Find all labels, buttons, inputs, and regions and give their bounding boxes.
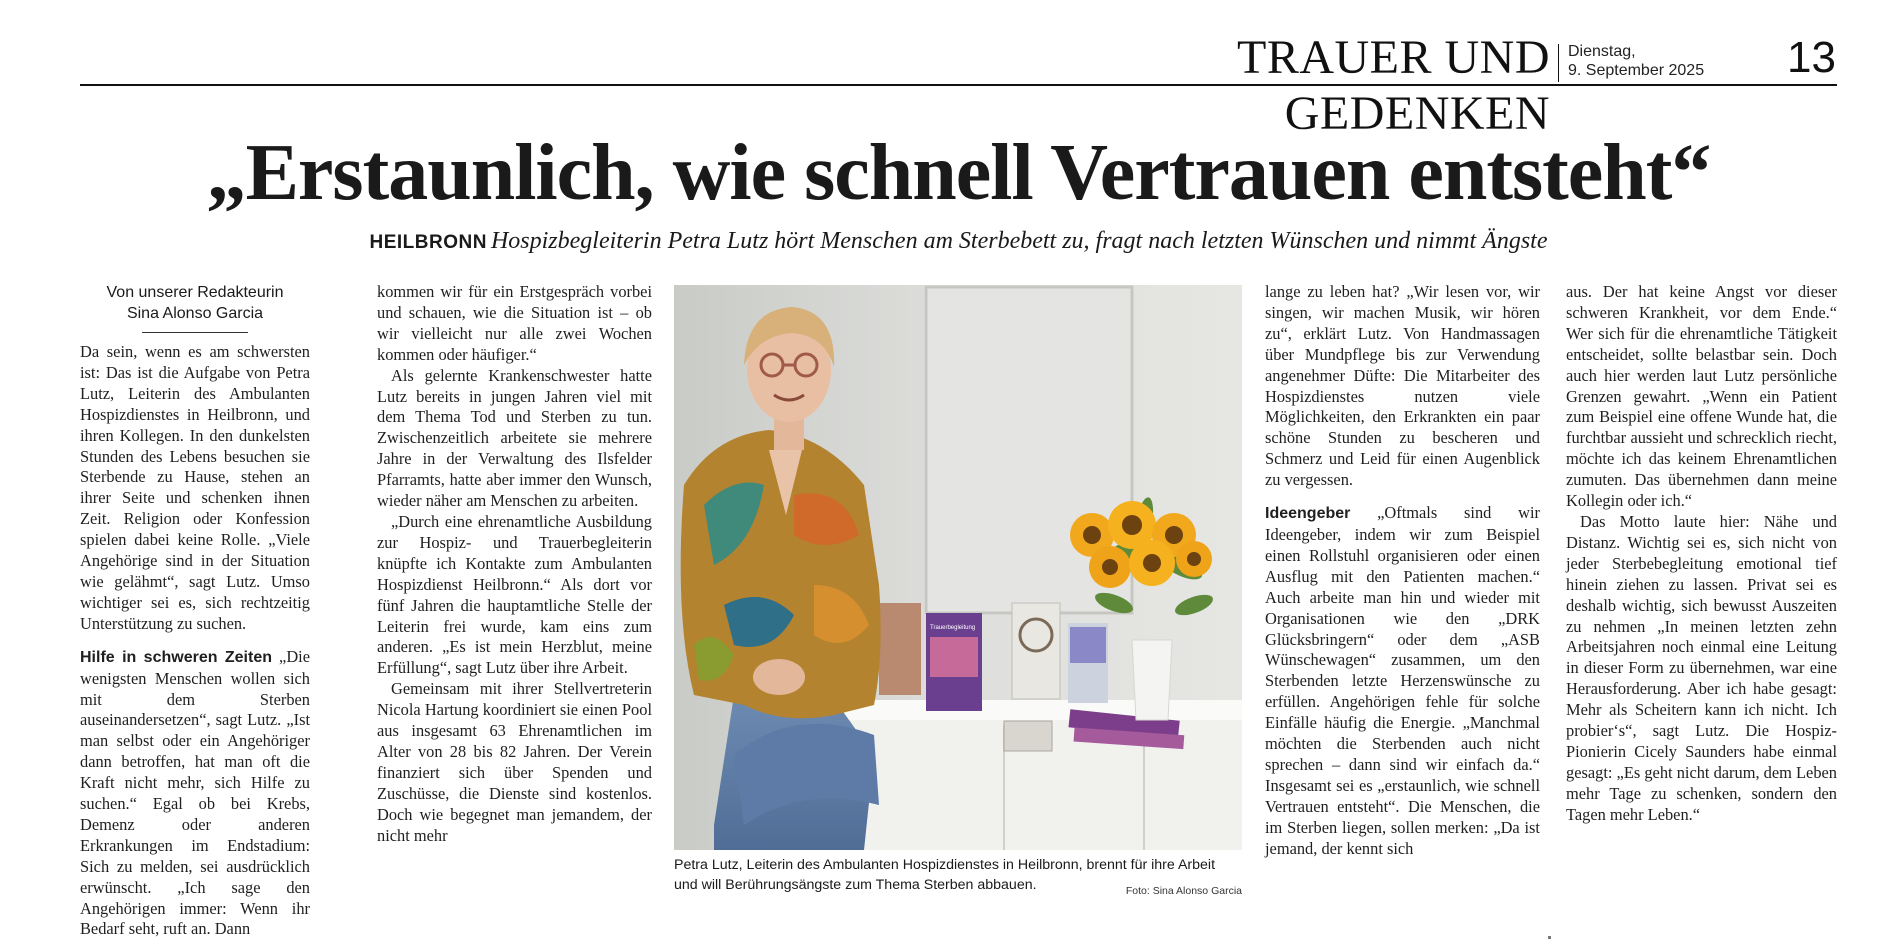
paragraph: Gemeinsam mit ihrer Stellvertreterin Nicola Hartung koordiniert sie einen Pool aus insgesamt 63 Ehrenamtlichen im Alter von 28 bis 82 Jahren. Der Verein finanziert sich über Spenden und Zuschüsse, die Dienste sind kostenlos. Doch wie begegnet man jemandem, der nicht mehr bbox=[377, 679, 652, 845]
byline-role: Von unserer Redakteurin bbox=[106, 284, 284, 301]
section-title: TRAUER UND GEDENKEN bbox=[1237, 31, 1550, 140]
paragraph: aus. Der hat keine Angst vor dieser schweren Krankheit, vor dem Ende.“ Wer sich für die ehrenamtliche Tätigkeit entscheidet, sollte belastbar sein. Doch auch hier werden laut Lutz persönliche Grenzen gewahrt. „Wenn ein Patient zum Beispiel eine offene Wunde hat, die furchtbar aussieht und schrecklich riecht, möchte ich das keinem Ehrenamtlichen zumuten. Das übernehmen dann meine Kollegin oder ich.“ bbox=[1566, 282, 1837, 511]
article-subline bbox=[80, 224, 1837, 261]
photo-illustration bbox=[674, 285, 1242, 850]
photo-caption bbox=[674, 855, 1242, 901]
article-headline: „Erstaunlich, wie schnell Vertrauen entsteht“ bbox=[206, 129, 1711, 217]
byline-author: Sina Alonso Garcia bbox=[126, 305, 264, 322]
dateline: HEILBRONN bbox=[369, 232, 487, 253]
caption-text: Petra Lutz, Leiterin des Ambulanten Hospizdienstes in Heilbronn, brennt für ihre Arbeit und will Berührungsängste zum Thema Sterben abbauen. bbox=[674, 857, 1216, 893]
article-column-2 bbox=[377, 282, 652, 846]
byline bbox=[80, 282, 310, 324]
paragraph: kommen wir für ein Erstgespräch vorbei und schauen, wie die Situation ist – ob wir vielleicht nur alle zwei Wochen kommen oder häufiger.“ bbox=[377, 282, 652, 364]
paragraph: Das Motto laute hier: Nähe und Distanz. Wichtig sei es, sich nicht von jeder Sterbebegleitung emotional tief hinein ziehen zu lassen. Privat sei es deshalb wichtig, sich bewusst Auszeiten zu nehmen „In meinen letzten zehn Arbeitsjahren noch einmal eine Leitung in dieser Form zu übernehmen, war eine Herausforderung. Aber ich habe gesagt: Mehr als Scheitern kann ich nicht. Ich probier‘s“, sagt Lutz. Die Hospiz-Pionierin Cicely Saunders habe einmal gesagt: „Es geht nicht darum, dem Leben mehr Tage zu schenken, sondern den Tagen mehr Leben.“ bbox=[1566, 511, 1837, 824]
article-deck: Hospizbegleiterin Petra Lutz hört Menschen am Sterbebett zu, fragt nach letzten Wünschen und nimmt Ängste bbox=[490, 228, 1548, 254]
byline-rule bbox=[142, 332, 248, 333]
paragraph: Da sein, wenn es am schwersten ist: Das ist die Aufgabe von Petra Lutz, Leiterin des Ambulanten Hospizdienstes in Heilbronn, und ihren Kollegen. In den dunkelsten Stunden des Lebens besuchen sie Sterbende zu Hause, stehen an ihrer Seite und schenken ihnen Zeit. Religion oder Konfession spielen dabei keine Rolle. „Viele Angehörige sind in der Situation wie gelähmt“, sagt Lutz. Umso wichtiger sei es, sich rechtzeitig Unterstützung zu suchen. bbox=[80, 342, 310, 633]
print-mark bbox=[1548, 936, 1551, 939]
header-divider bbox=[1558, 44, 1559, 82]
article-photo bbox=[674, 285, 1242, 850]
vase bbox=[1132, 640, 1172, 720]
article-column-1 bbox=[80, 282, 310, 940]
subheading: Ideengeber bbox=[1265, 505, 1351, 523]
paragraph bbox=[1265, 503, 1540, 859]
header-rule bbox=[80, 84, 1837, 86]
paragraph-text: „Die wenigsten Menschen wollen sich mit dem Sterben auseinandersetzen“, sagt Lutz. „Ist man selbst oder ein Angehöriger dann betroffen, hat man oft die Kraft nicht mehr, sich Hilfe zu suchen.“ Egal ob bei Krebs, Demenz oder anderen Erkrankungen im Endstadium: Sich zu melden, sei ausdrücklich erwünscht. „Ich sage den Angehörigen immer: Wenn ihr Bedarf seht, ruft an. Dann bbox=[80, 646, 310, 939]
article-column-5 bbox=[1566, 282, 1837, 826]
article-column-4 bbox=[1265, 282, 1540, 859]
photo-credit: Foto: Sina Alonso Garcia bbox=[1125, 885, 1242, 897]
brochure-title: Trauerbegleitung bbox=[930, 625, 976, 631]
page-number: 13 bbox=[1787, 33, 1836, 82]
publication-date bbox=[1568, 42, 1704, 80]
paragraph: lange zu leben hat? „Wir lesen vor, wir singen, wir machen Musik, wir hören zu“, erklärt Lutz. Von Handmassagen über Mundpflege bis zur Verwendung angenehmer Düfte: Die Mitarbeiter des Hospizdienstes nutzen viele Möglichkeiten, den Erkrankten ein paar schöne Stunden zu bescheren und Schmerz und Leid für einen Augenblick zu vergessen. bbox=[1265, 282, 1540, 490]
date-full: 9. September 2025 bbox=[1568, 62, 1705, 79]
date-weekday: Dienstag, bbox=[1568, 43, 1636, 60]
paragraph bbox=[80, 647, 310, 941]
subheading: Hilfe in schweren Zeiten bbox=[80, 648, 272, 666]
paragraph: Als gelernte Krankenschwester hatte Lutz bereits in jungen Jahren viel mit dem Thema Tod und Sterben zu tun. Zwischenzeitlich arbeitete sie mehrere Jahre in der Verwaltung des Ilsfelder Pfarramts, hatte aber immer den Wunsch, wieder näher am Menschen zu arbeiten. bbox=[377, 365, 652, 511]
paragraph-text: „Oftmals sind wir Ideengeber, indem wir zum Beispiel einen Rollstuhl organisieren oder einen Ausflug mit den Patienten machen.“ Auch arbeite man hin und wieder mit Organisationen wie den „DRK Glücksbringern“ oder dem „ASB Wünschewagen“ zusammen, um den Sterbenden letzte Herzenswünsche zu erfüllen. Angehörigen fehle für solche Einfälle häufig die Energie. „Manchmal möchten die Sterbenden auch nicht sprechen – dann sind wir einfach da.“ Insgesamt sei es „erstaunlich, wie schnell Vertrauen entsteht“. Die Menschen, die im Sterben liegen, sollen merken: „Da ist jemand, der kennt sich bbox=[1265, 503, 1540, 858]
paragraph: „Durch eine ehrenamtliche Ausbildung zur Hospiz- und Trauerbegleiterin knüpfte ich Kontakte zum Ambulanten Hospizdienst Heilbronn.“ Als dort vor fünf Jahren die hauptamtliche Stelle der Leiterin frei wurde, kam eins zum anderen. „Es ist mein Herzblut, meine Erfüllung“, sagt Lutz über ihre Arbeit. bbox=[377, 511, 652, 678]
